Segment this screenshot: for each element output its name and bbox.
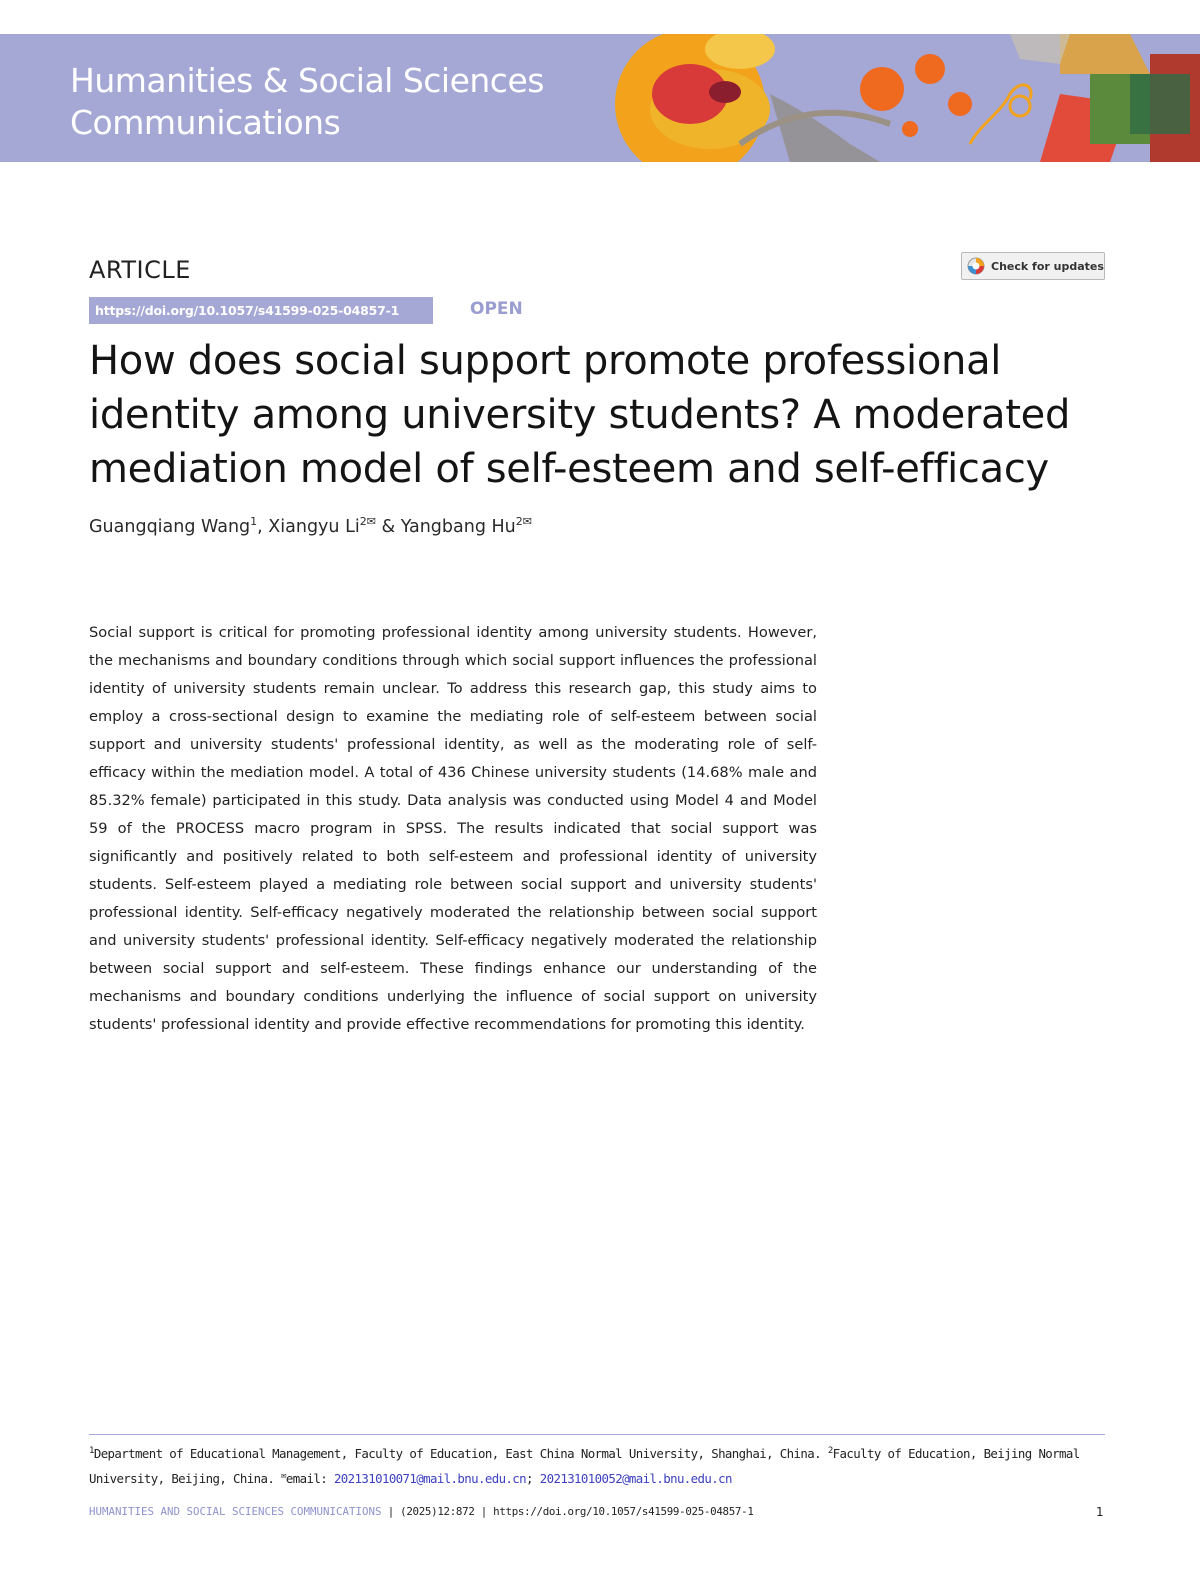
author-separator: & [375, 516, 401, 537]
affiliation-2: Faculty of Education, Beijing Normal University, Beijing, China. [89, 1446, 1080, 1487]
page-number: 1 [1096, 1505, 1104, 1519]
email-icon[interactable]: ✉ [366, 515, 376, 528]
author-separator: , [257, 516, 269, 537]
affiliation-marker: 2✉ [515, 515, 532, 528]
affiliation-marker: 1 [250, 515, 258, 528]
banner-artwork [590, 34, 1200, 162]
journal-title: Humanities & Social Sciences Communications [70, 61, 544, 142]
email-link[interactable]: 202131010052@mail.bnu.edu.cn [539, 1471, 732, 1487]
author-name[interactable]: Yangbang Hu [400, 516, 516, 537]
affiliation-marker: 2✉ [359, 515, 376, 528]
footer-citation: | (2025)12:872 | https://doi.org/10.1057/s41599-025-04857-1 [381, 1505, 754, 1518]
affiliation-number: 2 [827, 1446, 833, 1456]
journal-banner [0, 34, 1200, 162]
doi-link[interactable]: https://doi.org/10.1057/s41599-025-04857-1 [89, 297, 433, 324]
abstract-text: Social support is critical for promoting professional identity among university students. However, the mechanisms and boundary conditions through which social support influences the professional identity of university students remain unclear. To address this research gap, this study aims to employ a cross-sectional design to examine the mediating role of self-esteem between social support and university students' professional identity, as well as the moderating role of self-efficacy within the mediation model. A total of 436 Chinese university students (14.68% male and 85.32% female) participated in this study. Data analysis was conducted using Model 4 and Model 59 of the PROCESS macro program in SPSS. The results indicated that social support was significantly and positively related to both self-esteem and professional identity of university students. Self-esteem played a mediating role between social support and university students' professional identity. Self-efficacy negatively moderated the relationship between social support and university students' professional identity. Self-efficacy negatively moderated the relationship between social support and self-esteem. These findings enhance our understanding of the mechanisms and boundary conditions underlying the influence of social support on university students' professional identity and provide effective recommendations for promoting this identity. [89, 624, 817, 1033]
footnote-divider [89, 1434, 1105, 1435]
email-icon[interactable]: ✉ [522, 515, 532, 528]
paper-title: How does social support promote professional identity among university students? A moderated mediation model of self-esteem and self-efficacy [89, 338, 1071, 492]
email-link[interactable]: 202131010071@mail.bnu.edu.cn [333, 1471, 527, 1487]
crossmark-icon [967, 257, 985, 275]
author-name[interactable]: Xiangyu Li [268, 516, 360, 537]
open-access-badge: OPEN [470, 299, 523, 319]
page-footer [89, 1505, 1105, 1518]
check-for-updates-label: Check for updates [991, 259, 1104, 273]
email-separator: ; [526, 1471, 540, 1487]
author-name[interactable]: Guangqiang Wang [89, 516, 251, 537]
author-list [89, 515, 532, 537]
footer-journal-name: HUMANITIES AND SOCIAL SCIENCES COMMUNICATIONS [89, 1505, 382, 1518]
article-type-label: ARTICLE [89, 256, 191, 284]
email-label: email: [285, 1471, 334, 1487]
affiliation-number: 1 [89, 1446, 94, 1456]
affiliations-footnote [89, 1440, 1105, 1490]
affiliation-1: Department of Educational Management, Faculty of Education, East China Normal University, Shanghai, China. [93, 1446, 828, 1462]
email-icon: ✉ [281, 1471, 286, 1482]
check-for-updates-button[interactable] [961, 252, 1105, 280]
